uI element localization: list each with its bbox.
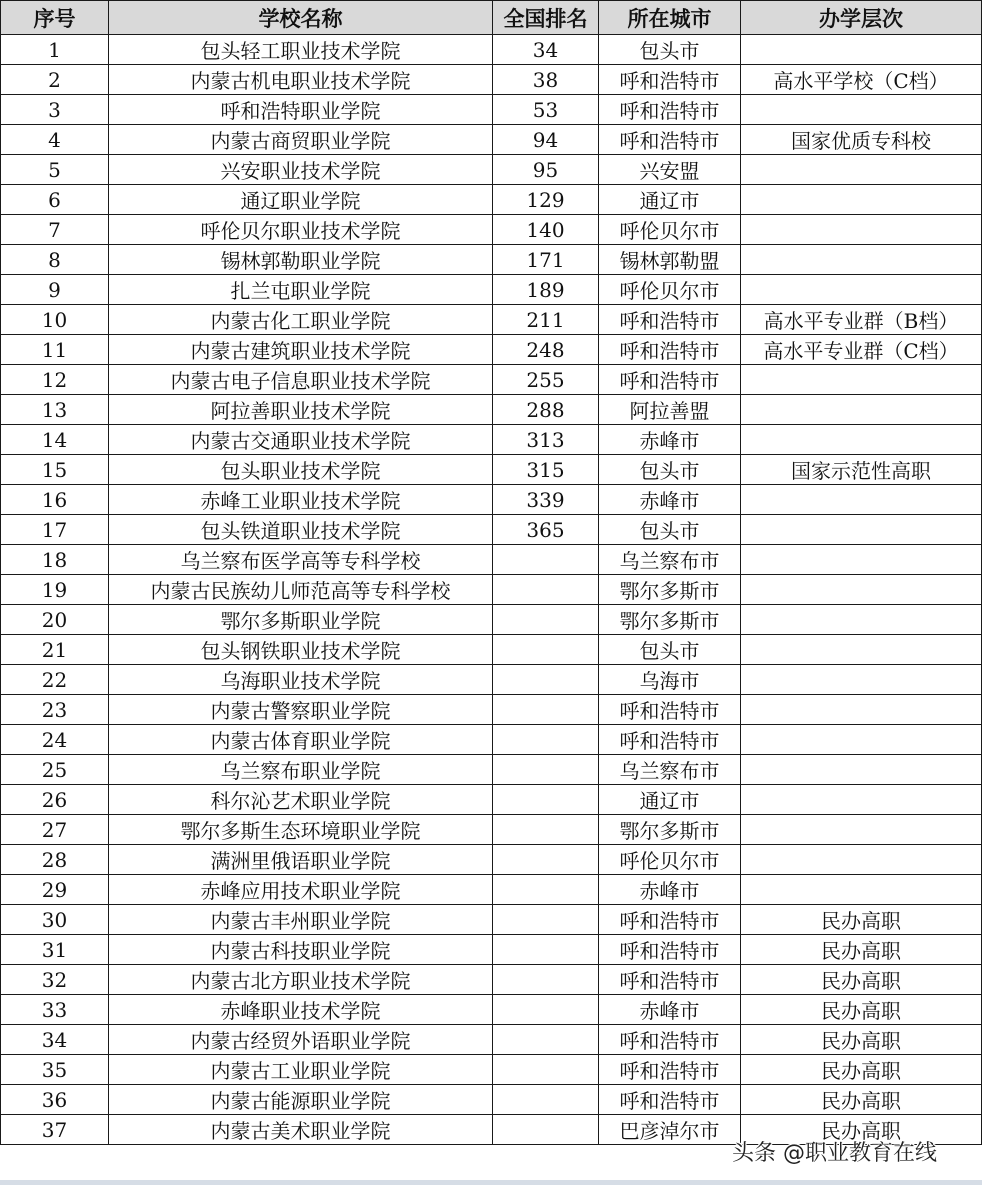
cell-level: 高水平专业群（C档）	[741, 335, 982, 365]
cell-index: 30	[1, 905, 109, 935]
table-row	[1, 185, 982, 215]
header-index: 序号	[1, 1, 109, 35]
cell-level	[741, 35, 982, 65]
cell-index: 5	[1, 155, 109, 185]
table-row	[1, 245, 982, 275]
cell-level	[741, 95, 982, 125]
cell-national-rank: 288	[493, 395, 599, 425]
cell-national-rank: 53	[493, 95, 599, 125]
cell-city: 通辽市	[599, 785, 741, 815]
cell-school-name: 内蒙古民族幼儿师范高等专科学校	[109, 575, 493, 605]
cell-city: 赤峰市	[599, 485, 741, 515]
table-row	[1, 575, 982, 605]
cell-city: 乌兰察布市	[599, 545, 741, 575]
table-row	[1, 395, 982, 425]
cell-city: 呼和浩特市	[599, 335, 741, 365]
cell-school-name: 乌兰察布职业学院	[109, 755, 493, 785]
cell-level	[741, 245, 982, 275]
table-row	[1, 545, 982, 575]
cell-index: 8	[1, 245, 109, 275]
cell-level: 国家示范性高职	[741, 455, 982, 485]
cell-national-rank: 211	[493, 305, 599, 335]
cell-index: 17	[1, 515, 109, 545]
cell-school-name: 包头铁道职业技术学院	[109, 515, 493, 545]
cell-level	[741, 695, 982, 725]
cell-school-name: 内蒙古机电职业技术学院	[109, 65, 493, 95]
cell-school-name: 内蒙古能源职业学院	[109, 1085, 493, 1115]
cell-level: 民办高职	[741, 1085, 982, 1115]
cell-school-name: 内蒙古经贸外语职业学院	[109, 1025, 493, 1055]
table-row	[1, 755, 982, 785]
cell-city: 包头市	[599, 455, 741, 485]
cell-level	[741, 395, 982, 425]
cell-national-rank	[493, 755, 599, 785]
cell-level	[741, 785, 982, 815]
cell-national-rank: 94	[493, 125, 599, 155]
table-row	[1, 845, 982, 875]
cell-level	[741, 725, 982, 755]
cell-index: 21	[1, 635, 109, 665]
table-row	[1, 695, 982, 725]
cell-index: 23	[1, 695, 109, 725]
cell-index: 19	[1, 575, 109, 605]
cell-level	[741, 515, 982, 545]
cell-city: 呼伦贝尔市	[599, 845, 741, 875]
cell-city: 呼和浩特市	[599, 935, 741, 965]
table-row	[1, 995, 982, 1025]
cell-national-rank: 315	[493, 455, 599, 485]
cell-index: 32	[1, 965, 109, 995]
cell-national-rank	[493, 605, 599, 635]
cell-national-rank	[493, 815, 599, 845]
header-level: 办学层次	[741, 1, 982, 35]
cell-level: 民办高职	[741, 905, 982, 935]
cell-city: 包头市	[599, 635, 741, 665]
cell-school-name: 鄂尔多斯生态环境职业学院	[109, 815, 493, 845]
cell-level	[741, 575, 982, 605]
cell-city: 呼和浩特市	[599, 1025, 741, 1055]
cell-level: 高水平专业群（B档）	[741, 305, 982, 335]
cell-school-name: 内蒙古美术职业学院	[109, 1115, 493, 1145]
table-row	[1, 455, 982, 485]
cell-school-name: 内蒙古丰州职业学院	[109, 905, 493, 935]
cell-index: 34	[1, 1025, 109, 1055]
cell-index: 31	[1, 935, 109, 965]
cell-city: 阿拉善盟	[599, 395, 741, 425]
cell-school-name: 内蒙古科技职业学院	[109, 935, 493, 965]
cell-level: 民办高职	[741, 1055, 982, 1085]
cell-national-rank: 189	[493, 275, 599, 305]
cell-index: 20	[1, 605, 109, 635]
cell-national-rank	[493, 995, 599, 1025]
cell-index: 12	[1, 365, 109, 395]
cell-national-rank	[493, 965, 599, 995]
cell-city: 呼和浩特市	[599, 305, 741, 335]
cell-school-name: 内蒙古建筑职业技术学院	[109, 335, 493, 365]
cell-level	[741, 845, 982, 875]
cell-school-name: 内蒙古商贸职业学院	[109, 125, 493, 155]
cell-school-name: 赤峰应用技术职业学院	[109, 875, 493, 905]
cell-city: 呼和浩特市	[599, 965, 741, 995]
cell-city: 呼和浩特市	[599, 365, 741, 395]
cell-city: 呼伦贝尔市	[599, 215, 741, 245]
cell-level: 民办高职	[741, 935, 982, 965]
cell-school-name: 内蒙古工业职业学院	[109, 1055, 493, 1085]
table-row	[1, 905, 982, 935]
cell-index: 33	[1, 995, 109, 1025]
cell-index: 6	[1, 185, 109, 215]
cell-national-rank	[493, 905, 599, 935]
cell-national-rank: 38	[493, 65, 599, 95]
cell-city: 鄂尔多斯市	[599, 605, 741, 635]
cell-school-name: 内蒙古交通职业技术学院	[109, 425, 493, 455]
cell-city: 赤峰市	[599, 425, 741, 455]
cell-level	[741, 215, 982, 245]
header-school-name: 学校名称	[109, 1, 493, 35]
table-row	[1, 875, 982, 905]
table-row	[1, 95, 982, 125]
cell-national-rank	[493, 1055, 599, 1085]
cell-index: 2	[1, 65, 109, 95]
cell-national-rank: 34	[493, 35, 599, 65]
table-row	[1, 725, 982, 755]
cell-city: 鄂尔多斯市	[599, 575, 741, 605]
cell-national-rank	[493, 785, 599, 815]
cell-national-rank: 365	[493, 515, 599, 545]
cell-index: 3	[1, 95, 109, 125]
cell-national-rank	[493, 1025, 599, 1055]
cell-level	[741, 755, 982, 785]
cell-city: 呼和浩特市	[599, 1055, 741, 1085]
cell-national-rank	[493, 1115, 599, 1145]
cell-index: 4	[1, 125, 109, 155]
cell-national-rank	[493, 575, 599, 605]
cell-national-rank: 171	[493, 245, 599, 275]
cell-city: 乌海市	[599, 665, 741, 695]
watermark: 头条 @职业教育在线	[732, 1141, 937, 1166]
cell-national-rank	[493, 1085, 599, 1115]
table-row	[1, 305, 982, 335]
cell-school-name: 赤峰工业职业技术学院	[109, 485, 493, 515]
cell-level	[741, 635, 982, 665]
cell-city: 呼和浩特市	[599, 905, 741, 935]
table-row	[1, 35, 982, 65]
cell-index: 1	[1, 35, 109, 65]
cell-index: 27	[1, 815, 109, 845]
cell-city: 呼和浩特市	[599, 125, 741, 155]
cell-city: 呼和浩特市	[599, 725, 741, 755]
cell-city: 锡林郭勒盟	[599, 245, 741, 275]
cell-national-rank: 95	[493, 155, 599, 185]
table-row	[1, 335, 982, 365]
cell-national-rank	[493, 875, 599, 905]
cell-index: 10	[1, 305, 109, 335]
cell-index: 28	[1, 845, 109, 875]
cell-school-name: 科尔沁艺术职业学院	[109, 785, 493, 815]
cell-school-name: 内蒙古电子信息职业技术学院	[109, 365, 493, 395]
cell-national-rank	[493, 665, 599, 695]
cell-city: 乌兰察布市	[599, 755, 741, 785]
cell-school-name: 赤峰职业技术学院	[109, 995, 493, 1025]
cell-city: 呼伦贝尔市	[599, 275, 741, 305]
table-row	[1, 425, 982, 455]
cell-level: 民办高职	[741, 995, 982, 1025]
cell-school-name: 锡林郭勒职业学院	[109, 245, 493, 275]
cell-school-name: 内蒙古北方职业技术学院	[109, 965, 493, 995]
header-row	[1, 1, 982, 35]
cell-city: 呼和浩特市	[599, 65, 741, 95]
cell-national-rank: 140	[493, 215, 599, 245]
cell-city: 鄂尔多斯市	[599, 815, 741, 845]
cell-school-name: 乌海职业技术学院	[109, 665, 493, 695]
cell-level	[741, 275, 982, 305]
table-row	[1, 1085, 982, 1115]
cell-school-name: 呼伦贝尔职业技术学院	[109, 215, 493, 245]
cell-index: 11	[1, 335, 109, 365]
table-row	[1, 215, 982, 245]
cell-school-name: 鄂尔多斯职业学院	[109, 605, 493, 635]
table-row	[1, 635, 982, 665]
cell-index: 18	[1, 545, 109, 575]
table-row	[1, 1025, 982, 1055]
cell-school-name: 乌兰察布医学高等专科学校	[109, 545, 493, 575]
cell-index: 37	[1, 1115, 109, 1145]
cell-city: 包头市	[599, 35, 741, 65]
cell-index: 26	[1, 785, 109, 815]
cell-level	[741, 365, 982, 395]
cell-index: 25	[1, 755, 109, 785]
cell-national-rank	[493, 845, 599, 875]
cell-school-name: 内蒙古化工职业学院	[109, 305, 493, 335]
cell-national-rank: 129	[493, 185, 599, 215]
cell-city: 赤峰市	[599, 875, 741, 905]
cell-city: 巴彦淖尔市	[599, 1115, 741, 1145]
cell-city: 包头市	[599, 515, 741, 545]
cell-index: 13	[1, 395, 109, 425]
table-row	[1, 965, 982, 995]
table-row	[1, 605, 982, 635]
header-city: 所在城市	[599, 1, 741, 35]
cell-index: 15	[1, 455, 109, 485]
cell-level	[741, 155, 982, 185]
cell-national-rank	[493, 695, 599, 725]
cell-index: 35	[1, 1055, 109, 1085]
cell-national-rank: 313	[493, 425, 599, 455]
cell-index: 22	[1, 665, 109, 695]
table-row	[1, 515, 982, 545]
table-row	[1, 815, 982, 845]
cell-index: 14	[1, 425, 109, 455]
cell-city: 兴安盟	[599, 155, 741, 185]
cell-school-name: 内蒙古警察职业学院	[109, 695, 493, 725]
cell-index: 16	[1, 485, 109, 515]
cell-school-name: 呼和浩特职业学院	[109, 95, 493, 125]
cell-level	[741, 425, 982, 455]
cell-level: 民办高职	[741, 1025, 982, 1055]
cell-city: 赤峰市	[599, 995, 741, 1025]
cell-level: 民办高职	[741, 1115, 982, 1145]
table-row	[1, 935, 982, 965]
cell-city: 通辽市	[599, 185, 741, 215]
cell-national-rank: 248	[493, 335, 599, 365]
table-row	[1, 365, 982, 395]
cell-level	[741, 665, 982, 695]
cell-school-name: 包头轻工职业技术学院	[109, 35, 493, 65]
cell-school-name: 兴安职业技术学院	[109, 155, 493, 185]
cell-school-name: 阿拉善职业技术学院	[109, 395, 493, 425]
table-row	[1, 485, 982, 515]
cell-level	[741, 545, 982, 575]
table-row	[1, 665, 982, 695]
cell-index: 7	[1, 215, 109, 245]
cell-national-rank	[493, 545, 599, 575]
cell-national-rank	[493, 725, 599, 755]
cell-school-name: 包头职业技术学院	[109, 455, 493, 485]
bottom-strip	[0, 1180, 982, 1185]
cell-level: 国家优质专科校	[741, 125, 982, 155]
header-national-rank: 全国排名	[493, 1, 599, 35]
cell-index: 29	[1, 875, 109, 905]
table-row	[1, 155, 982, 185]
cell-school-name: 内蒙古体育职业学院	[109, 725, 493, 755]
cell-level	[741, 185, 982, 215]
table-row	[1, 125, 982, 155]
cell-index: 9	[1, 275, 109, 305]
cell-level	[741, 875, 982, 905]
cell-school-name: 包头钢铁职业技术学院	[109, 635, 493, 665]
cell-school-name: 满洲里俄语职业学院	[109, 845, 493, 875]
cell-national-rank: 339	[493, 485, 599, 515]
cell-national-rank	[493, 635, 599, 665]
cell-national-rank	[493, 935, 599, 965]
cell-city: 呼和浩特市	[599, 695, 741, 725]
cell-level: 高水平学校（C档）	[741, 65, 982, 95]
cell-level: 民办高职	[741, 965, 982, 995]
cell-index: 36	[1, 1085, 109, 1115]
cell-school-name: 通辽职业学院	[109, 185, 493, 215]
cell-national-rank: 255	[493, 365, 599, 395]
table-row	[1, 785, 982, 815]
cell-index: 24	[1, 725, 109, 755]
cell-level	[741, 485, 982, 515]
cell-level	[741, 605, 982, 635]
table-row	[1, 65, 982, 95]
table-row	[1, 1055, 982, 1085]
table-row	[1, 275, 982, 305]
cell-city: 呼和浩特市	[599, 95, 741, 125]
cell-school-name: 扎兰屯职业学院	[109, 275, 493, 305]
cell-city: 呼和浩特市	[599, 1085, 741, 1115]
cell-level	[741, 815, 982, 845]
